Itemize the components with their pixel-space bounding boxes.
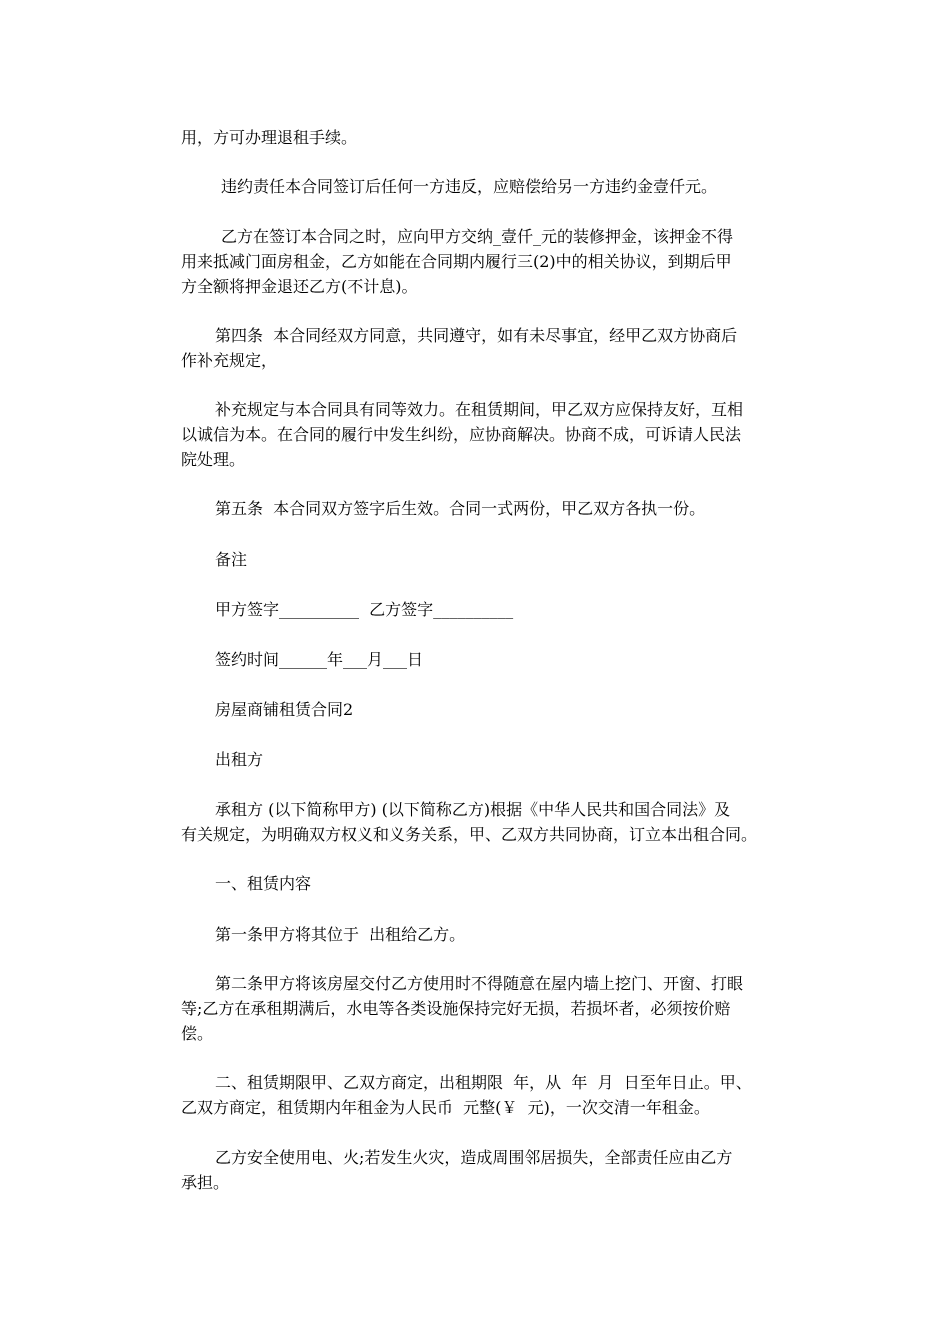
text-line: 出租方 bbox=[215, 750, 264, 769]
text-line: 作补充规定， bbox=[181, 351, 278, 370]
paragraph-15 bbox=[181, 1070, 776, 1120]
text-line: 签约时间______年___月___日 bbox=[215, 650, 424, 669]
text-line: 乙双方商定，租赁期内年租金为人民币 元整(￥ 元)，一次交清一年租金。 bbox=[181, 1098, 710, 1117]
text-line: 有关规定，为明确双方权义和义务关系，甲、乙双方共同协商，订立本出租合同。 bbox=[181, 825, 758, 844]
paragraph-11 bbox=[181, 797, 776, 847]
text-line: 备注 bbox=[215, 550, 248, 569]
text-line: 第一条甲方将其位于 出租给乙方。 bbox=[215, 925, 466, 944]
text-line: 一、租赁内容 bbox=[215, 874, 312, 893]
text-line: 房屋商铺租赁合同2 bbox=[215, 700, 354, 719]
text-line: 承租方 (以下简称甲方) (以下简称乙方)根据《中华人民共和国合同法》及 bbox=[215, 800, 731, 819]
text-line: 二、租赁期限甲、乙双方商定，出租期限 年，从 年 月 日至年日止。甲、 bbox=[215, 1073, 752, 1092]
paragraph-14 bbox=[181, 971, 776, 1046]
text-line: 甲方签字__________ 乙方签字__________ bbox=[215, 600, 514, 619]
text-line: 补充规定与本合同具有同等效力。在租赁期间，甲乙双方应保持友好，互相 bbox=[215, 400, 744, 419]
sign-date-line bbox=[181, 647, 776, 672]
document-page bbox=[181, 0, 776, 1344]
paragraph-5 bbox=[181, 496, 776, 521]
text-line: 违约责任本合同签订后任何一方违反，应赔偿给另一方违约金壹仟元。 bbox=[221, 177, 718, 196]
paragraph-4 bbox=[181, 397, 776, 472]
paragraph-1 bbox=[181, 174, 776, 199]
text-line: 方全额将押金退还乙方(不计息)。 bbox=[181, 277, 418, 296]
text-line: 偿。 bbox=[181, 1024, 214, 1043]
paragraph-16 bbox=[181, 1145, 776, 1195]
text-line: 院处理。 bbox=[181, 450, 246, 469]
signature-line bbox=[181, 597, 776, 622]
text-line: 承担。 bbox=[181, 1173, 230, 1192]
paragraph-3 bbox=[181, 323, 776, 373]
text-line: 第二条甲方将该房屋交付乙方使用时不得随意在屋内墙上挖门、开窗、打眼 bbox=[215, 974, 744, 993]
text-line: 用，方可办理退租手续。 bbox=[181, 128, 358, 147]
text-line: 乙方在签订本合同之时，应向甲方交纳_壹仟_元的装修押金，该押金不得 bbox=[221, 227, 734, 246]
paragraph-lessor bbox=[181, 747, 776, 772]
paragraph-13 bbox=[181, 922, 776, 947]
text-line: 第四条 本合同经双方同意，共同遵守，如有未尽事宜，经甲乙双方协商后 bbox=[215, 326, 738, 345]
text-line: 乙方安全使用电、火;若发生火灾，造成周围邻居损失，全部责任应由乙方 bbox=[215, 1148, 733, 1167]
text-line: 第五条 本合同双方签字后生效。合同一式两份，甲乙双方各执一份。 bbox=[215, 499, 706, 518]
section-heading bbox=[181, 871, 776, 896]
paragraph-0 bbox=[181, 125, 776, 150]
text-line: 用来抵减门面房租金，乙方如能在合同期内履行三(2)中的相关协议，到期后甲 bbox=[181, 252, 732, 271]
paragraph-2 bbox=[181, 224, 776, 299]
contract-title bbox=[181, 697, 776, 722]
text-line: 等;乙方在承租期满后，水电等各类设施保持完好无损，若损坏者，必须按价赔 bbox=[181, 999, 731, 1018]
paragraph-6 bbox=[181, 547, 776, 572]
text-line: 以诚信为本。在合同的履行中发生纠纷，应协商解决。协商不成，可诉请人民法 bbox=[181, 425, 742, 444]
